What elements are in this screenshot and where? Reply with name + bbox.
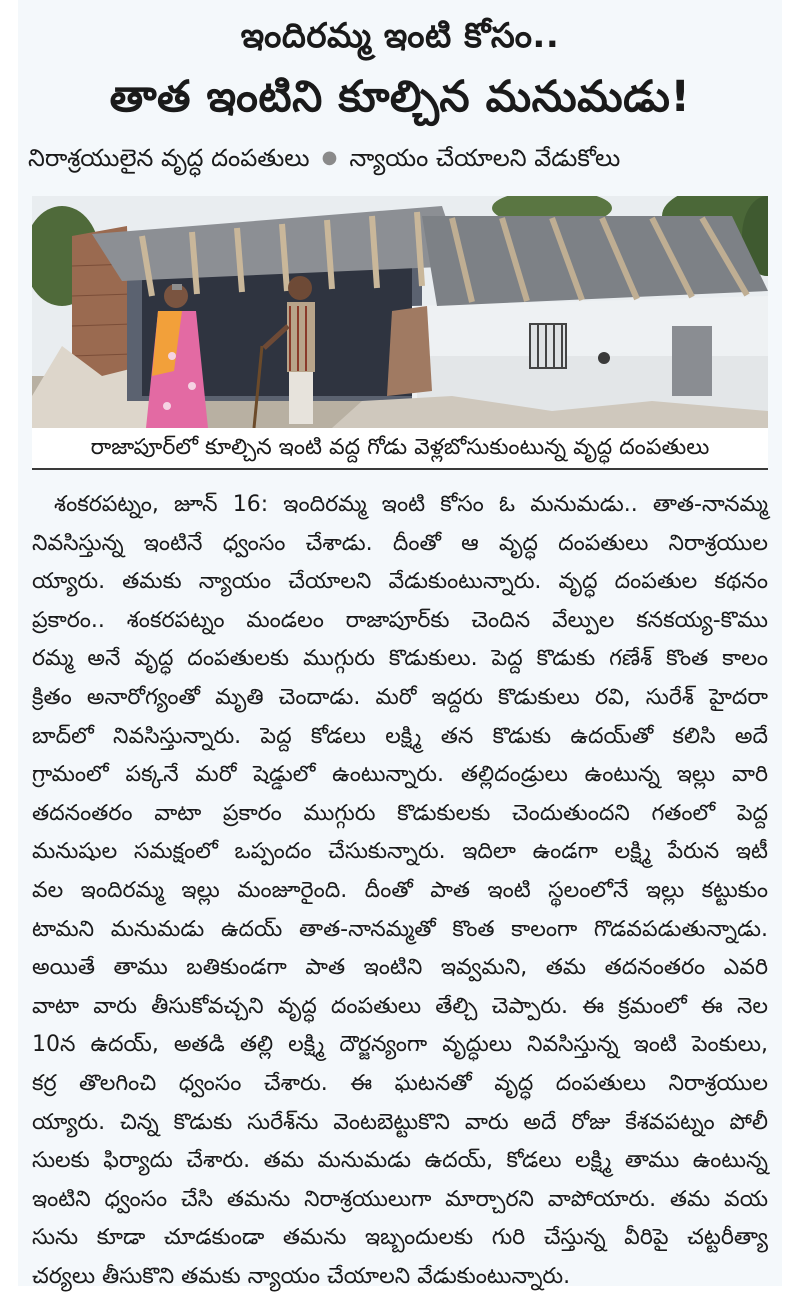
body-line: సును కూడా చూడకుండా తమను ఇబ్బందులకు గురి చేస్తున్న వీరిపై చట్టరీత్యా: [32, 1225, 768, 1251]
body-line: బాద్‌లో నివసిస్తున్నారు. పెద్ద కోడలు లక్ష్మి తన కొడుకు ఉదయ్‌తో కలిసి అదే: [32, 723, 768, 749]
kicker-headline: ఇందిరమ్మ ఇంటి కోసం..: [240, 16, 560, 56]
body-line: రమ్మ అనే వృద్ధ దంపతులకు ముగ్గురు కొడుకులు. పెద్ద కొడుకు గణేశ్ కొంత కాలం: [32, 646, 768, 672]
photo-illustration: [32, 196, 768, 428]
body-line: ప్రకారం.. శంకరపట్నం మండలం రాజాపూర్‌కు చెందిన వేల్పుల కనకయ్య-కొము: [32, 607, 768, 633]
body-line: మనుషుల సమక్షంలో ఒప్పందం చేసుకున్నారు. ఇదిలా ఉండగా లక్ష్మి పేరున ఇటీ: [32, 839, 768, 865]
body-line: వాటా వారు తీసుకోవచ్చని వృద్ధ దంపతులు తేల్చి చెప్పారు. ఈ క్రమంలో ఈ నెల: [32, 993, 768, 1019]
photo-caption: రాజాపూర్‌లో కూల్చిన ఇంటి వద్ద గోడు వెళ్లబోసుకుంటున్న వృద్ధ దంపతులు: [32, 428, 768, 470]
sub-headline-part-1: నిరాశ్రయులైన వృద్ధ దంపతులు: [28, 144, 310, 172]
body-line: చర్యలు తీసుకొని తమకు న్యాయం చేయాలని వేడుకుంటున్నారు.: [32, 1263, 571, 1289]
body-line: తదనంతరం వాటా ప్రకారం ముగ్గురు కొడుకులకు చెందుతుందని గతంలో పెద్ద: [32, 800, 768, 826]
body-line: య్యారు. తమకు న్యాయం చేయాలని వేడుకుంటున్నారు. వృద్ధ దంపతుల కథనం: [32, 569, 768, 595]
body-line: శంకరపట్నం, జూన్ 16: ఇందిరమ్మ ఇంటి కోసం ఓ మనుమడు.. తాత-నానమ్మ: [54, 492, 768, 517]
body-line: య్యారు. చిన్న కొడుకు సురేశ్‌ను వెంటబెట్టుకొని వారు అదే రోజు కేశవపట్నం పోలీ: [32, 1109, 768, 1135]
sub-headline: [28, 140, 772, 176]
body-line: 10న ఉదయ్, అతడి తల్లి లక్ష్మి దౌర్జన్యంగా వృద్ధులు నివసిస్తున్న ఇంటి పెంకులు,: [32, 1032, 768, 1058]
main-headline: తాత ఇంటిని కూల్చిన మనుమడు!: [109, 72, 691, 122]
body-line: క్రితం అనారోగ్యంతో మృతి చెందాడు. మరో ఇద్దరు కొడుకులు రవి, సురేశ్ హైదరా: [32, 684, 768, 710]
body-line: గ్రామంలో పక్కనే మరో షెడ్డులో ఉంటున్నారు. తల్లిదండ్రులు ఉంటున్న ఇల్లు వారి: [32, 762, 768, 788]
body-line: అయితే తాము బతికుండగా పాత ఇంటిని ఇవ్వమని, తమ తదనంతరం ఎవరి: [32, 955, 768, 981]
body-line: నివసిస్తున్న ఇంటినే ధ్వంసం చేశాడు. దీంతో ఆ వృద్ధ దంపతులు నిరాశ్రయుల: [32, 530, 768, 556]
article-body: [32, 486, 768, 1296]
body-line: సులకు ఫిర్యాదు చేశారు. తమ మనుమడు ఉదయ్, కోడలు లక్ష్మి తాము ఉంటున్న: [32, 1148, 768, 1174]
body-line: ఇంటిని ధ్వంసం చేసి తమను నిరాశ్రయులుగా మార్చారని వాపోయారు. తమ వయ: [32, 1186, 768, 1212]
bullet-separator: ●: [321, 147, 338, 168]
body-line: వల ఇందిరమ్మ ఇల్లు మంజూరైంది. దీంతో పాత ఇంటి స్థలంలోనే ఇల్లు కట్టుకుం: [32, 877, 768, 903]
body-line: టామని మనుమడు ఉదయ్ తాత-నానమ్మతో కొంత కాలంగా గొడవపడుతున్నాడు.: [32, 916, 768, 942]
body-line: కర్ర తొలగించి ధ్వంసం చేశారు. ఈ ఘటనతో వృద్ధ దంపతులు నిరాశ్రయుల: [32, 1070, 768, 1096]
news-clipping: [18, 0, 782, 1289]
sub-headline-part-2: న్యాయం చేయాలని వేడుకోలు: [349, 144, 621, 172]
news-photo: [32, 196, 768, 428]
